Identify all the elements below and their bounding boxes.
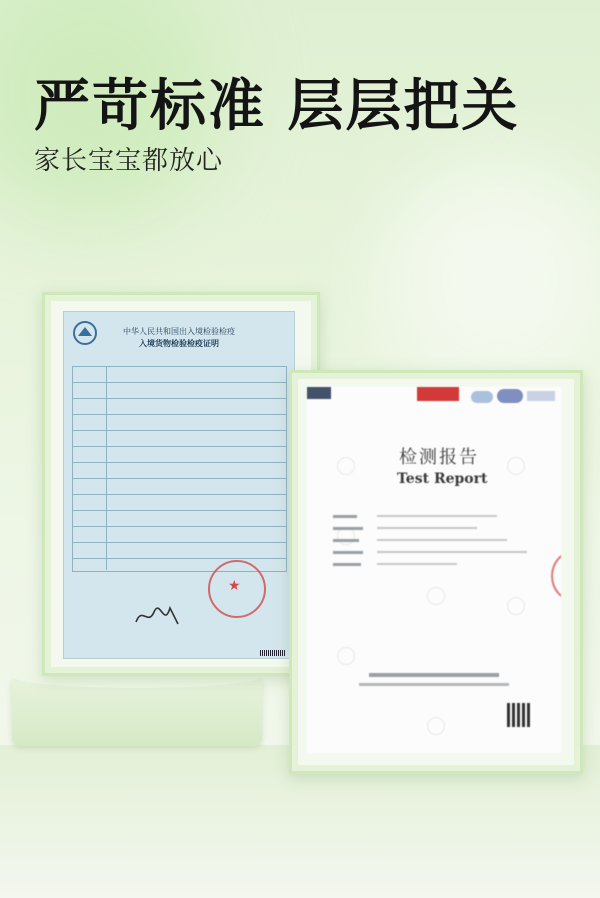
stamp-star-icon: ★ <box>228 578 241 594</box>
test-report-frame <box>289 370 583 774</box>
certificate-heading: 中华人民共和国出入境检验检疫 <box>123 327 235 336</box>
report-red-seal <box>551 551 561 601</box>
report-number <box>527 391 555 401</box>
report-title-cn: 检测报告 <box>399 447 479 468</box>
issuer-name <box>369 673 499 677</box>
background-glow <box>380 160 600 400</box>
field-label <box>333 551 363 554</box>
watermark-icon <box>427 717 445 735</box>
cnas-logo <box>497 389 523 403</box>
barcode <box>260 650 286 656</box>
cma-logo <box>417 387 459 401</box>
watermark-icon <box>337 647 355 665</box>
issuer-name-en <box>359 683 509 686</box>
watermark-icon <box>427 587 445 605</box>
field-label <box>333 563 361 566</box>
certificate-label-column <box>72 366 107 570</box>
field-value <box>377 515 497 517</box>
inspection-certificate-frame <box>42 292 320 676</box>
watermark-icon <box>507 457 525 475</box>
field-value <box>377 563 457 565</box>
signature <box>134 602 180 630</box>
field-value <box>377 527 477 529</box>
certificate-subheading: 入境货物检验检疫证明 <box>139 339 219 348</box>
accreditation-logo <box>471 391 493 403</box>
inspection-certificate <box>63 311 295 659</box>
lab-logo <box>307 387 331 399</box>
field-value <box>377 539 507 541</box>
report-title-en: Test Report <box>397 471 488 487</box>
watermark-icon <box>507 597 525 615</box>
qr-code-icon <box>507 703 531 727</box>
test-report <box>307 387 561 753</box>
field-label <box>333 527 363 530</box>
headline-title: 严苛标准 层层把关 <box>34 74 520 139</box>
field-label <box>333 515 357 518</box>
field-label <box>333 539 359 542</box>
field-value <box>377 551 527 553</box>
watermark-icon <box>337 457 355 475</box>
headline-subtitle: 家长宝宝都放心 <box>34 146 224 176</box>
